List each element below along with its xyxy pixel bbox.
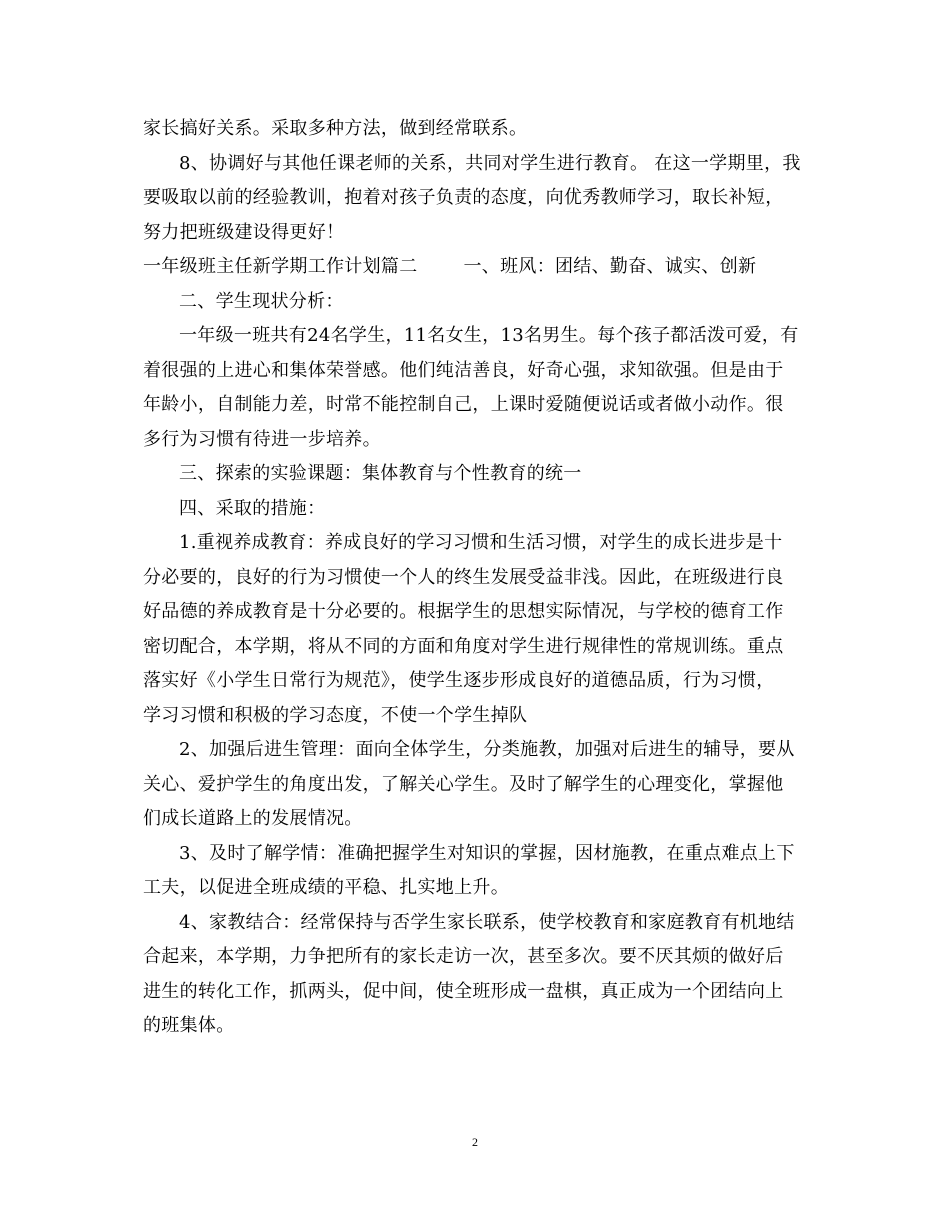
text-line: 分必要的，良好的行为习惯使一个人的终生发展受益非浅。因此，在班级进行良 (143, 566, 784, 588)
text-line: 着很强的上进心和集体荣誉感。他们纯洁善良，好奇心强，求知欲强。但是由于 (143, 359, 784, 381)
text-line: 进生的转化工作，抓两头，促中间，使全班形成一盘棋，真正成为一个团结向上 (143, 980, 784, 1002)
text-line: 1.重视养成教育：养成良好的学习习惯和生活习惯，对学生的成长进步是十 (179, 532, 783, 553)
text-line: 四、采取的措施： (179, 497, 326, 519)
section-title: 一年级班主任新学期工作计划篇二 (143, 256, 418, 277)
text-line: 学习习惯和积极的学习态度，不使一个学生掉队 (143, 704, 528, 726)
text-line: 关心、爱护学生的角度出发，了解关心学生。及时了解学生的心理变化，掌握他 (143, 773, 784, 795)
text-line: 的班集体。 (143, 1015, 235, 1036)
text-line: 年龄小，自制能力差，时常不能控制自己，上课时爱随便说话或者做小动作。很 (143, 394, 784, 415)
text-line: 落实好《小学生日常行为规范》，使学生逐步形成良好的道德品质，行为习惯， (143, 670, 775, 691)
text-line: 密切配合，本学期，将从不同的方面和角度对学生进行规律性的常规训练。重点 (143, 635, 784, 657)
class-style-item: 一、班风：团结、勤奋、诚实、创新 (463, 256, 757, 277)
section-heading-row (143, 250, 813, 285)
paragraph-block-after-heading (143, 285, 813, 1044)
text-line: 三、探索的实验课题：集体教育与个性教育的统一 (179, 463, 582, 484)
text-line: 合起来，本学期，力争把所有的家长走访一次，甚至多次。要不厌其烦的做好后 (143, 946, 784, 967)
text-line: 一年级一班共有24名学生，11名女生，13名男生。每个孩子都活泼可爱，有 (179, 325, 799, 346)
text-line: 努力把班级建设得更好！ (143, 221, 345, 243)
paragraph-block-before-heading (143, 112, 813, 250)
text-line: 8、协调好与其他任课老师的关系，共同对学生进行教育。 在这一学期里，我 (179, 152, 801, 174)
text-line: 2、加强后进生管理：面向全体学生，分类施教，加强对后进生的辅导，要从 (179, 739, 795, 760)
page-number: 2 (472, 1135, 478, 1149)
text-line: 们成长道路上的发展情况。 (143, 808, 363, 829)
heading-gap (418, 250, 464, 285)
text-line: 3、及时了解学情：准确把握学生对知识的掌握，因材施教，在重点难点上下 (179, 842, 795, 864)
text-line: 多行为习惯有待进一步培养。 (143, 428, 381, 450)
text-line: 4、家教结合：经常保持与否学生家长联系，使学校教育和家庭教育有机地结 (179, 911, 795, 933)
document-body (143, 112, 813, 1044)
text-line: 好品德的养成教育是十分必要的。根据学生的思想实际情况，与学校的德育工作 (143, 601, 784, 622)
text-line: 二、学生现状分析： (179, 290, 344, 312)
text-line: 要吸取以前的经验教训，抱着对孩子负责的态度，向优秀教师学习，取长补短， (143, 187, 784, 208)
text-line: 工夫，以促进全班成绩的平稳、扎实地上升。 (143, 877, 509, 898)
text-line: 家长搞好关系。采取多种方法，做到经常联系。 (143, 118, 528, 139)
